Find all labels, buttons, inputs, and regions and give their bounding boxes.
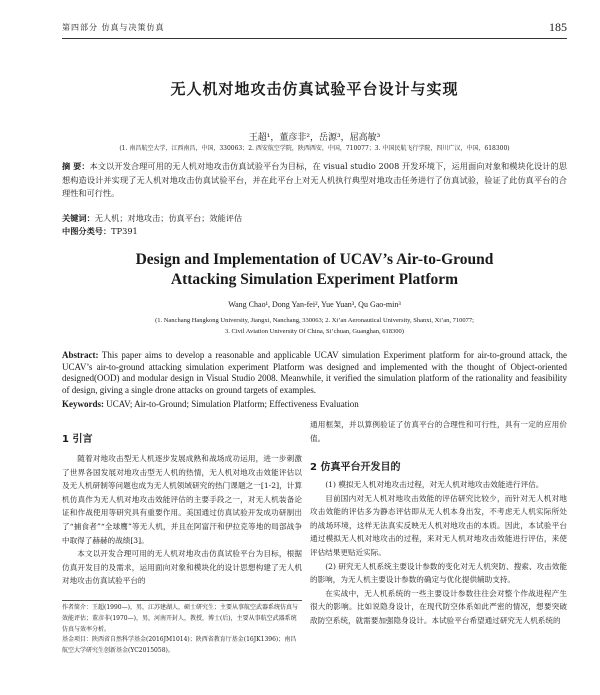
keywords-en [62,399,567,409]
paper-title-en-line1: Design and Implementation of UCAV’s Air-to-Ground [135,251,494,268]
classification-cn [62,226,567,237]
section2-paragraph-1: (1) 模拟无人机对地攻击过程，对无人机对地攻击效能进行评估。 [325,480,544,489]
section2-body [310,478,567,628]
section1-paragraph-1: 随着对地攻击型无人机逐步发展成熟和战场成功运用，进一步刺激了世界各国发展对地攻击型无人机的热情，无人机对地攻击效能评估以及无人机研制等问题也成为无人机领域研究的热门课题之一[1-2]，计算机仿真作为无人机对地攻击效能评估的主要手段之一，对无人机装备论证和作战使用等研究具有重要作用。美国通过仿真试验开发成功研制出了“捕食者”“全球鹰”等无人机，并且在阿富汗和伊拉克等地的局部战争中取得了赫赫的战绩[3]。 [62,454,302,545]
running-title: 第四部分 仿真与决策仿真 [62,23,165,32]
section2-paragraph-4: 在实战中，无人机系统的一些主要设计参数往往会对整个作战进程产生很大的影响。比如说隐身设计，在现代防空体系如此严密的情况，想要突破敌防空系统，就需要加强隐身设计。本试验平台希望通过研究无人机系统的 [310,588,567,625]
affiliation-cn: (1. 南昌航空大学，江西南昌，中国，330063；2. 西安航空学院，陕西西安，中国，710077；3. 中国民航飞行学院，四川广汉，中国，618300) [119,145,510,152]
section1-heading: 1 引言 [62,434,93,445]
page-number: 185 [549,20,567,34]
section2-paragraph-2: 目前国内对无人机对地攻击效能的评估研究比较少，而针对无人机对地攻击效能的评估多为静态评估即从无人机本身出发，不考虑无人机实际所处的战场环境，这样无法真实反映无人机对地攻击的本质。因此，本试验平台通过模拟无人机对地攻击的过程，来对无人机对地攻击效能进行评估，来使评估结果更贴近实际。 [310,493,567,557]
abstract-cn-text: 本文以开发合理可用的无人机对地攻击仿真试验平台为目标，在 visual studio 2008 开发环境下，运用面向对象和模块化设计的思想构造设计并实现了无人机对地攻击仿真试验平台，并在此平台上对无人机执行典型对地攻击任务进行了仿真试验，验证了此仿真平台的合理性和可行性。 [62,161,567,199]
section1-paragraph-2: 本文以开发合理可用的无人机对地攻击仿真试验平台为目标，根据仿真开发目的及需求，运用面向对象和模块化的设计思想构建了无人机对地攻击仿真试验平台的 [62,549,302,586]
footnote-funding: 基金项目：陕西省自然科学基金(2016JM1014)；陕西省教育厅基金(16JK1396)；南昌航空大学研究生创新基金(YC2015058)。 [62,636,297,655]
authors-en: Wang Chao¹, Dong Yan-fei², Yue Yuan³, Qu Gao-min³ [228,300,401,309]
section1-body [62,452,302,588]
right-intro-text: 通用框架，并以算例验证了仿真平台的合理性和可行性，具有一定的应用价值。 [310,420,567,443]
keywords-cn [62,213,567,224]
abstract-en-label: Abstract: [62,350,99,360]
paper-title-cn: 无人机对地攻击仿真试验平台设计与实现 [170,80,459,98]
right-intro-continuation [310,418,567,445]
footnote-author: 作者简介：王超(1990—)，男，江苏建湖人，硕士研究生；主要从事航空武器系统仿真与效能评估；董彦非(1970—)，男，河南开封人，教授，博士(后)，主要从事航空武器系统仿真与效率分析。 [62,604,298,633]
section2-paragraph-3: (2) 研究无人机系统主要设计参数的变化对无人机突防、搜索、攻击效能的影响，为无人机主要设计参数的确定与优化提供辅助支持。 [310,561,567,585]
abstract-cn [62,160,567,201]
paper-title-en [62,250,567,290]
affiliation-en-line1: (1. Nanchang Hangkong University, Jiangxi, Nanchang, 330063; 2. Xi’an Aeronautical University, Shanxi, Xi’an, 710077; [155,317,474,324]
authors-cn: 王超¹，董彦非²，岳源³，屈高敏³ [248,133,381,143]
section2-heading: 2 仿真平台开发目的 [310,462,401,473]
affiliation-en-line2: 3. Civil Aviation University Of China, Si’chuan, Guanghan, 618300) [225,328,404,335]
running-header [62,20,567,39]
abstract-en-text: This paper aims to develop a reasonable and applicable UCAV simulation Experiment platform for air-to-ground attack, the UCAV’s air-to-ground attacking simulation experiment Platform was designed and implemented with the thought of Object-oriented designed(OOD) and modular design in Visual Studio 2008. Meanwhile, it verified the simulation platform of the rationality and feasibility of design, giving a single drone attacks on ground targets of examples. [62,350,567,395]
classification-cn-label: 中图分类号： [62,226,112,236]
abstract-en [62,350,567,396]
affiliation-en [62,315,567,337]
keywords-cn-text: 无人机；对地攻击；仿真平台；效能评估 [94,213,243,223]
paper-title-en-line2: Attacking Simulation Experiment Platform [170,271,459,288]
classification-cn-text: TP391 [111,226,138,236]
keywords-cn-label: 关键词： [62,213,95,223]
abstract-cn-label: 摘 要： [62,161,90,171]
keywords-en-label: Keywords: [62,399,104,409]
keywords-en-text: UCAV; Air-to-Ground; Simulation Platform; Effectiveness Evaluation [106,399,359,409]
footnote [62,600,302,657]
